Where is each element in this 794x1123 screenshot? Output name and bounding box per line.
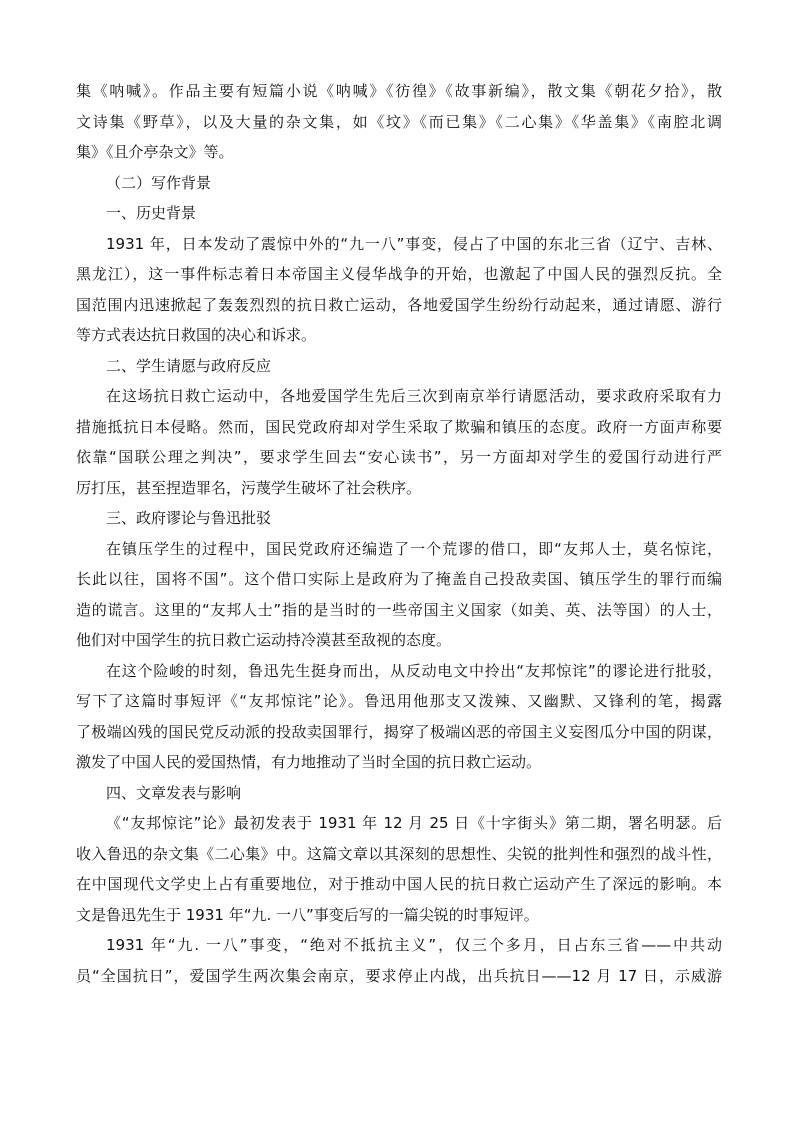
text-line: 等方式表达抗日救国的决心和诉求。 <box>76 326 317 344</box>
text-line: 1931 年，日本发动了震惊中外的“九一八”事变，侵占了中国的东北三省（辽宁、吉林、 <box>106 234 722 253</box>
subsection-heading: 一、历史背景 <box>106 204 197 222</box>
subsection-heading: 四、文章发表与影响 <box>106 783 242 802</box>
text-line: 在镇压学生的过程中，国民党政府还编造了一个荒谬的借口，即“友邦人士，莫名惊诧， <box>106 539 722 558</box>
text-line: 写下了这篇时事短评《“友邦惊诧”论》。鲁迅用他那支又泼辣、又幽默、又锋利的笔，揭露 <box>76 692 722 710</box>
text-line: 1931 年“九. 一八”事变，“绝对不抵抗主义”，仅三个多月，日占东三省——中共动 <box>106 936 722 954</box>
text-line: 措施抵抗日本侵略。然而，国民党政府却对学生采取了欺骗和镇压的态度。政府一方面声称要 <box>76 417 722 436</box>
text-line: 黑龙江），这一事件标志着日本帝国主义侵华战争的开始，也激起了中国人民的强烈反抗。全 <box>76 265 722 283</box>
text-line: 厉打压，甚至捏造罪名，污蔑学生破坏了社会秩序。 <box>76 478 422 497</box>
text-line: 激发了中国人民的爱国热情，有力地推动了当时全国的抗日救亡运动。 <box>76 753 542 771</box>
text-line: 长此以往，国将不国”。这个借口实际上是政府为了掩盖自己投敌卖国、镇压学生的罪行而编 <box>76 570 722 588</box>
text-line: 在这场抗日救亡运动中，各地爱国学生先后三次到南京举行请愿活动，要求政府采取有力 <box>106 387 722 405</box>
text-line: 了极端凶残的国民党反动派的投敌卖国罪行，揭穿了极端凶恶的帝国主义妄图瓜分中国的阴谋， <box>76 722 722 741</box>
text-line: 《“友邦惊诧”论》最初发表于 1931 年 12 月 25 日《十字街头》第二期，署名明瑟。后 <box>106 814 722 832</box>
text-line: 国范围内迅速掀起了轰轰烈烈的抗日救亡运动，各地爱国学生纷纷行动起来，通过请愿、游行 <box>76 295 722 314</box>
text-line: 他们对中国学生的抗日救亡运动持冷漠甚至敌视的态度。 <box>76 631 452 649</box>
text-line: 员“全国抗日”，爱国学生两次集会南京，要求停止内战，出兵抗日——12 月 17 日，示威游 <box>76 966 722 985</box>
subsection-heading: 三、政府谬论与鲁迅批驳 <box>106 509 272 527</box>
text-line: 在这个险峻的时刻，鲁迅先生挺身而出，从反动电文中拎出“友邦惊诧”的谬论进行批驳， <box>106 661 722 680</box>
subsection-heading: 二、学生请愿与政府反应 <box>106 356 272 375</box>
text-line: 依靠“国联公理之判决”，要求学生回去“安心读书”，另一方面却对学生的爱国行动进行严 <box>76 448 722 466</box>
document-body <box>76 76 722 991</box>
text-line: 在中国现代文学史上占有重要地位，对于推动中国人民的抗日救亡运动产生了深远的影响。本 <box>76 875 722 893</box>
text-line: 文是鲁迅先生于 1931 年“九. 一八”事变后写的一篇尖锐的时事短评。 <box>76 905 539 924</box>
text-line: 集》《且介亭杂文》等。 <box>76 143 234 161</box>
text-line: 集《呐喊》。作品主要有短篇小说《呐喊》《彷徨》《故事新编》，散文集《朝花夕拾》，散 <box>76 82 722 100</box>
section-heading: （二）写作背景 <box>106 173 212 192</box>
text-line: 文诗集《野草》，以及大量的杂文集，如《坟》《而已集》《二心集》《华盖集》《南腔北调 <box>76 112 722 131</box>
text-line: 收入鲁迅的杂文集《二心集》中。这篇文章以其深刻的思想性、尖锐的批判性和强烈的战斗性， <box>76 844 722 863</box>
text-line: 造的谎言。这里的“友邦人士”指的是当时的一些帝国主义国家（如美、英、法等国）的人士， <box>76 600 722 619</box>
